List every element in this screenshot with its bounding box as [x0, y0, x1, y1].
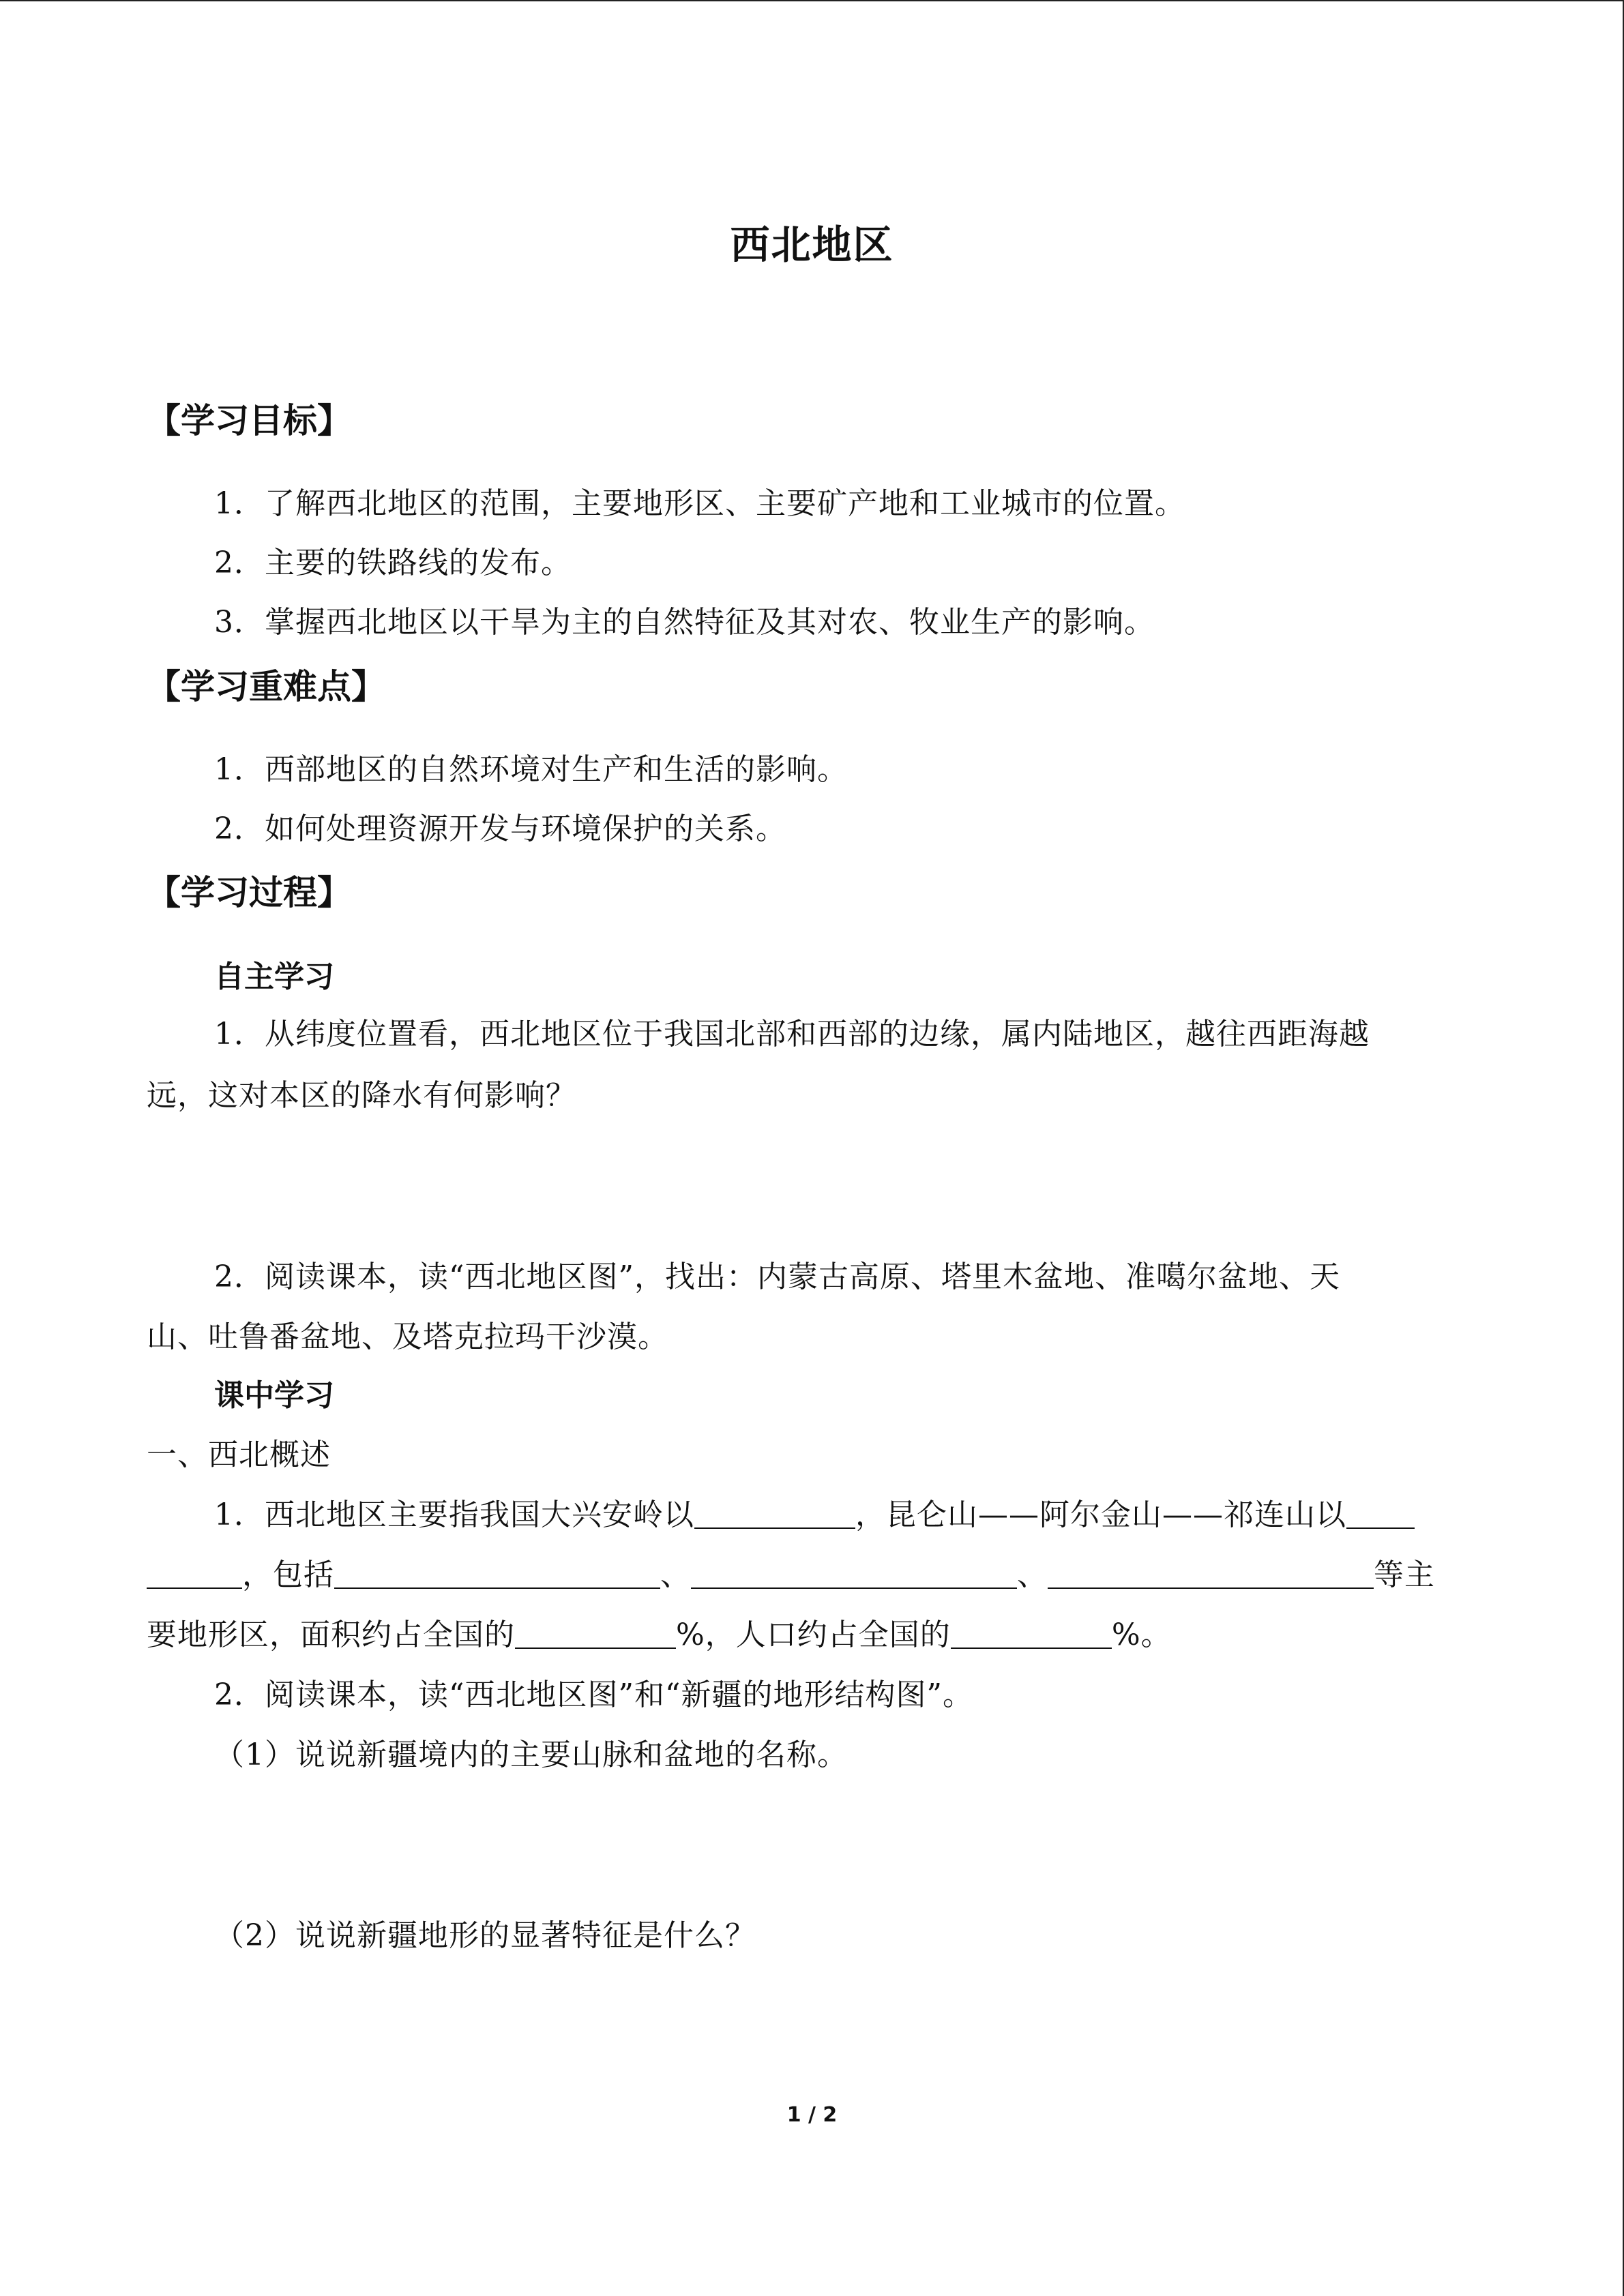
fill-line-1	[214, 1490, 1415, 1534]
page-title: 西北地区	[730, 222, 894, 268]
fill-text-6: 等主	[1374, 1557, 1435, 1592]
key-point-item-2: 2．如何处理资源开发与环境保护的关系。	[214, 811, 786, 846]
fill-text-2: ，昆仑山——阿尔金山——祁连山以	[855, 1497, 1346, 1532]
blank-east-of[interactable]	[694, 1500, 855, 1529]
self-study-q1-line2: 远，这对本区的降水有何影响？	[147, 1078, 576, 1113]
process-heading: 【学习过程】	[147, 873, 351, 912]
blank-region-3[interactable]	[1048, 1560, 1374, 1589]
class-study-sub2: （2）说说新疆地形的显著特征是什么？	[214, 1918, 756, 1953]
fill-text-8: %，人口约占全国的	[676, 1617, 951, 1652]
blank-area-percent[interactable]	[515, 1620, 676, 1649]
objective-item-2: 2．主要的铁路线的发布。	[214, 546, 572, 580]
fill-text-7: 要地形区，面积约占全国的	[147, 1617, 515, 1652]
fill-text-9: %。	[1111, 1617, 1172, 1652]
class-study-label: 课中学习	[214, 1378, 334, 1413]
section1-heading: 一、西北概述	[147, 1437, 331, 1472]
fill-line-3	[147, 1610, 1172, 1654]
self-study-label: 自主学习	[214, 959, 334, 994]
self-study-q1-line1: 1．从纬度位置看，西北地区位于我国北部和西部的边缘，属内陆地区，越往西距海越	[214, 1017, 1370, 1052]
blank-region-1[interactable]	[334, 1560, 660, 1589]
self-study-q2-line2: 山、吐鲁番盆地、及塔克拉玛干沙漠。	[147, 1320, 668, 1354]
fill-line-2	[147, 1550, 1435, 1594]
blank-region-2[interactable]	[691, 1560, 1017, 1589]
objective-item-1: 1．了解西北地区的范围，主要地形区、主要矿产地和工业城市的位置。	[214, 486, 1185, 521]
page-number: 1 / 2	[786, 2103, 838, 2127]
key-point-item-1: 1．西部地区的自然环境对生产和生活的影响。	[214, 752, 848, 787]
fill-text-1: 1．西北地区主要指我国大兴安岭以	[214, 1497, 694, 1532]
objective-item-3: 3．掌握西北地区以干旱为主的自然特征及其对农、牧业生产的影响。	[214, 605, 1155, 640]
class-study-sub1: （1）说说新疆境内的主要山脉和盆地的名称。	[214, 1738, 848, 1772]
fill-text-3: ，包括	[242, 1557, 334, 1592]
fill-text-4: 、	[660, 1557, 691, 1592]
self-study-q2-line1: 2．阅读课本，读“西北地区图”，找出：内蒙古高原、塔里木盆地、准噶尔盆地、天	[214, 1259, 1340, 1294]
blank-north-of-a[interactable]	[1346, 1500, 1415, 1529]
blank-population-percent[interactable]	[951, 1620, 1112, 1649]
blank-north-of-b[interactable]	[147, 1560, 242, 1589]
fill-text-5: 、	[1017, 1557, 1048, 1592]
key-points-heading: 【学习重难点】	[147, 667, 385, 706]
class-study-q2: 2．阅读课本，读“西北地区图”和“新疆的地形结构图”。	[214, 1678, 973, 1712]
objectives-heading: 【学习目标】	[147, 401, 351, 441]
